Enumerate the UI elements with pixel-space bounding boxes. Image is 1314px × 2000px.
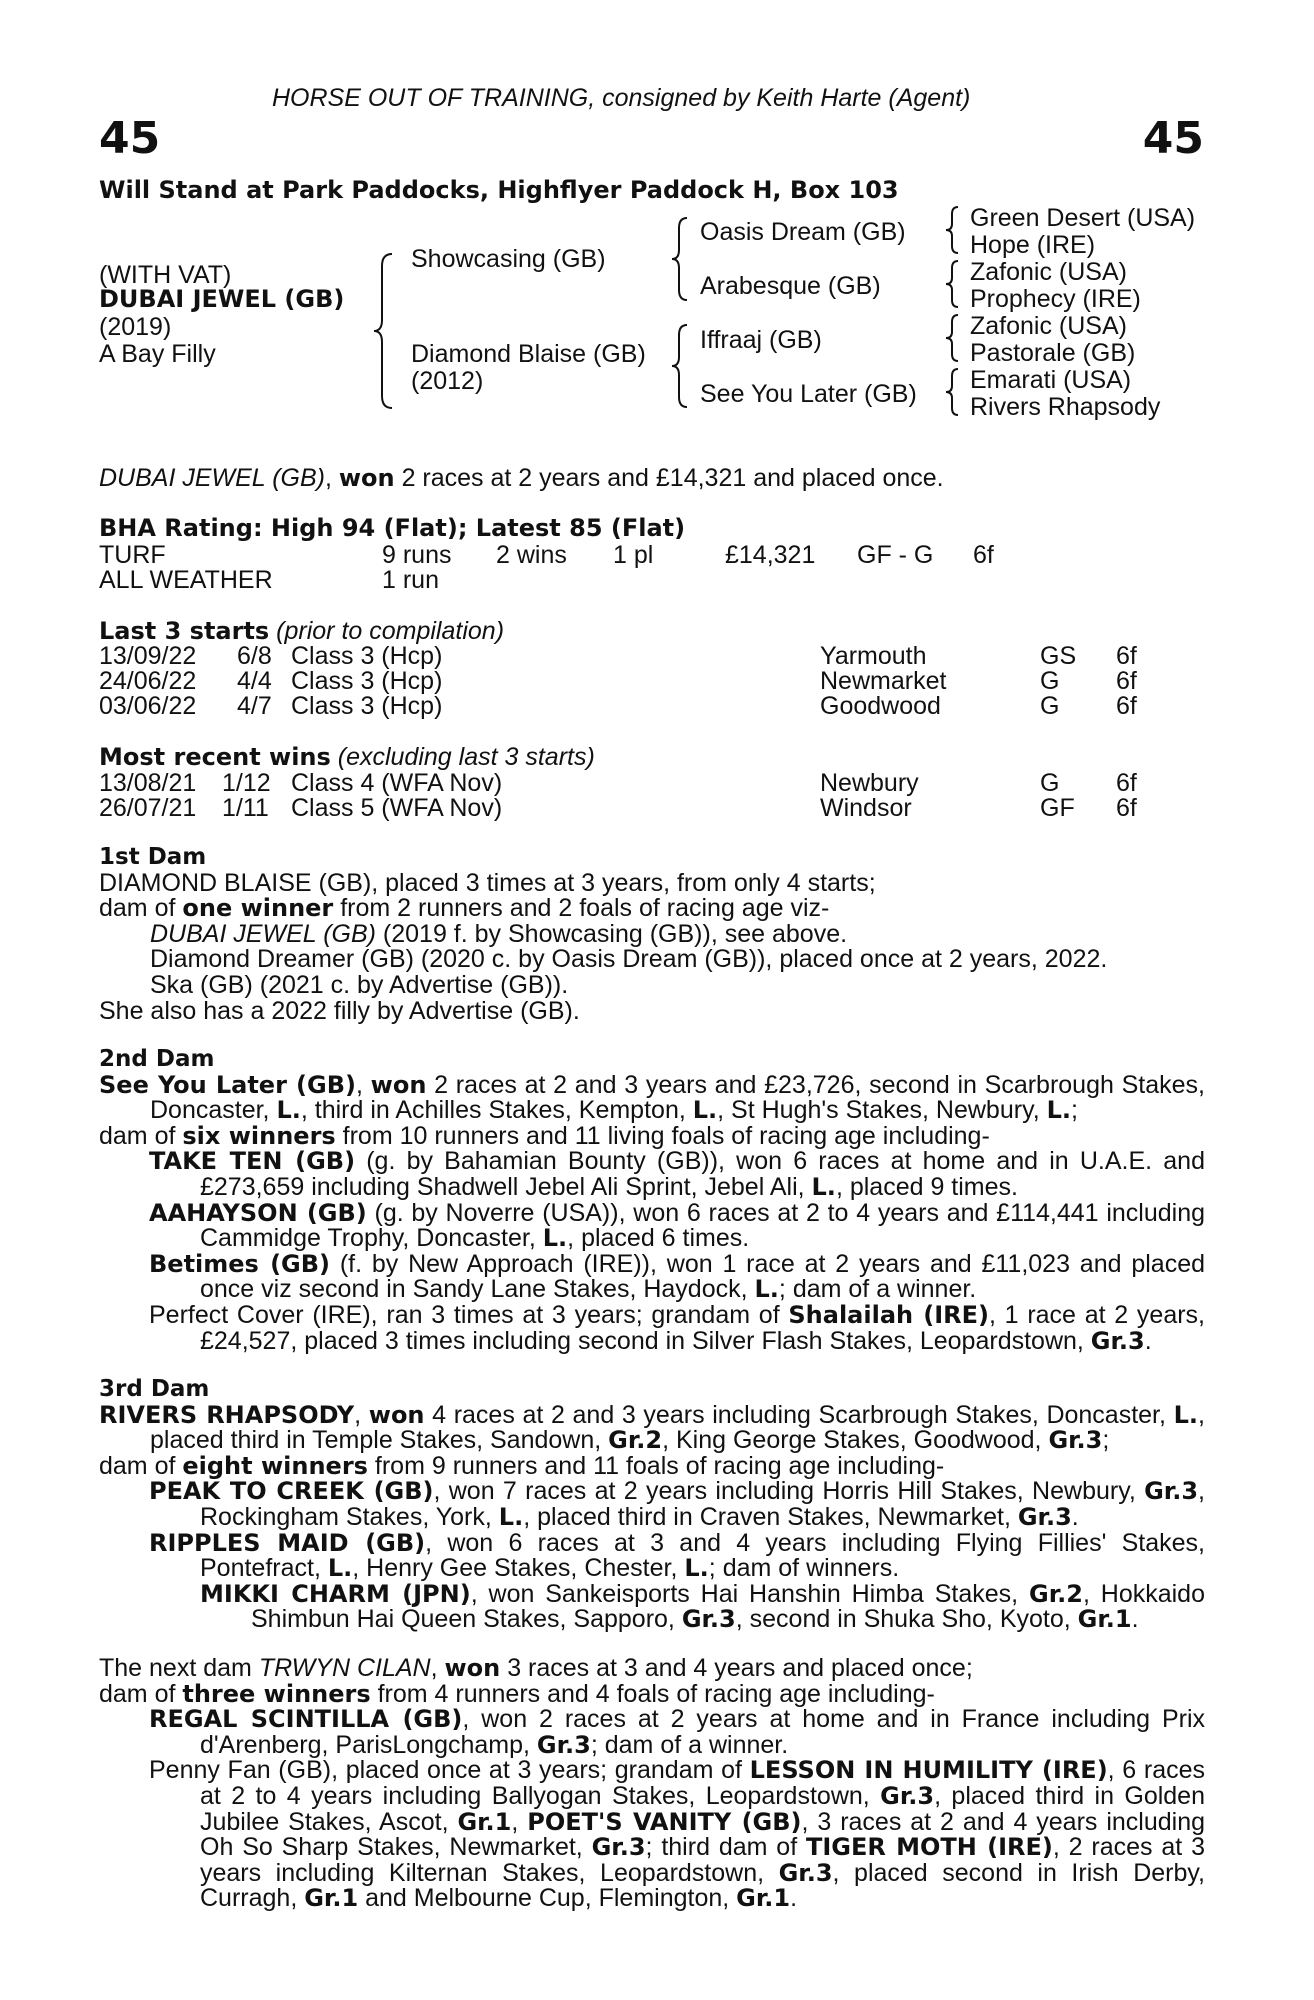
text-run: , St Hugh's Stakes, Newbury, [717, 1096, 1047, 1125]
run-date: 26/07/21 [99, 794, 197, 822]
group-marker: Gr.3 [1017, 1502, 1072, 1531]
also-note: She also has a 2022 filly by Advertise (GB). [99, 996, 580, 1025]
horse-year: (2019) [99, 313, 172, 341]
text-run: 2 races at 2 and 3 years and £23,726, second in Scarbrough Stakes, Doncaster, [150, 1070, 1205, 1125]
run-distance: 6f [1116, 769, 1137, 797]
text-run: , placed third in Temple Stakes, Sandown, [150, 1400, 1205, 1455]
great-grandparent: Rivers Rhapsody [970, 393, 1161, 421]
sire-name: Showcasing (GB) [411, 245, 606, 273]
text-run: ; [1102, 1426, 1110, 1455]
text-run: , King George Stakes, Goodwood, [662, 1426, 1049, 1455]
produce-name: REGAL SCINTILLA (GB) [149, 1705, 463, 1734]
produce-name: AAHAYSON (GB) [149, 1198, 367, 1227]
text-run: . [1071, 1502, 1079, 1531]
sire-dam: Arabesque (GB) [700, 272, 881, 300]
text-run: ; [1071, 1096, 1078, 1125]
winners-count: three winners [182, 1679, 371, 1708]
produce-name: MIKKI CHARM (JPN) [200, 1579, 471, 1608]
dam-name: TRWYN CILAN [258, 1654, 431, 1682]
text-run: (g. by Bahamian Bounty (GB)), won 6 races at home and in U.A.E. and £273,659 including Shadwell Jebel Ali Sprint, Jebel Ali, [200, 1147, 1205, 1201]
run-date: 03/06/22 [99, 692, 197, 720]
produce-name: PEAK TO CREEK (GB) [149, 1477, 434, 1506]
produce-entry [99, 1149, 1205, 1200]
horse-name: DUBAI JEWEL (GB) [99, 285, 345, 313]
group-marker: Gr.3 [1144, 1477, 1199, 1506]
text-run: 3 races at 3 and 4 years and placed once; [500, 1654, 973, 1682]
run-position: 1/12 [222, 769, 271, 797]
text-run: , [354, 1400, 369, 1429]
run-class: Class 5 (WFA Nov) [291, 794, 503, 822]
text-run: from 10 runners and 11 living foals of racing age including- [335, 1121, 990, 1150]
winners-count: eight winners [182, 1451, 368, 1480]
brace-sire-parents [670, 216, 690, 302]
bha-rating: BHA Rating: High 94 (Flat); Latest 85 (Flat) [99, 514, 686, 542]
run-distance: 6f [1116, 692, 1137, 720]
text-run: dam of [99, 1451, 183, 1480]
run-course: Newmarket [820, 667, 947, 695]
text-run: , second in Shuka Sho, Kyoto, [735, 1605, 1078, 1634]
dam-name: See You Later (GB) [99, 1070, 356, 1099]
run-going: GS [1040, 642, 1077, 670]
produce-name: DUBAI JEWEL (GB) [150, 919, 376, 948]
dam-paragraph [99, 1070, 1205, 1125]
run-class: Class 4 (WFA Nov) [291, 769, 503, 797]
turf-prize: £14,321 [725, 541, 816, 569]
text-run: 4 races at 2 and 3 years including Scarbrough Stakes, Doncaster, [424, 1400, 1174, 1429]
summary-rest: 2 races at 2 years and £14,321 and placed once. [401, 464, 944, 492]
produce-entry [99, 919, 1205, 948]
run-course: Yarmouth [820, 642, 927, 670]
run-course: Goodwood [820, 692, 941, 720]
won-label: won [444, 1654, 501, 1682]
dam-name: Diamond Blaise (GB) [411, 340, 646, 368]
text-run: ; third dam of [645, 1833, 806, 1862]
aw-label: ALL WEATHER [99, 566, 273, 594]
recent-heading [99, 743, 595, 772]
group-marker: Gr.1 [1077, 1605, 1132, 1634]
brace-g3 [944, 313, 960, 363]
produce-entry [99, 1758, 1205, 1912]
group-marker: Gr.2 [1029, 1579, 1083, 1608]
won-label: won [370, 1070, 427, 1099]
turf-runs: 9 runs [382, 541, 452, 569]
group-marker: Gr.1 [736, 1884, 791, 1913]
produce-entry [99, 1479, 1205, 1530]
run-going: G [1040, 692, 1060, 720]
text-run: Penny Fan (GB), placed once at 3 years; grandam of [149, 1756, 750, 1785]
text-run: , Rockingham Stakes, York, [200, 1477, 1205, 1531]
summary-comma: , [324, 464, 332, 492]
winners-count: one winner [182, 894, 334, 923]
text-run: , 1 race at 2 years, £24,527, placed 3 times including second in Silver Flash Stakes, Leopardstown, [200, 1300, 1205, 1355]
dam-produce-line [99, 1121, 1205, 1150]
dam-paragraph [99, 1400, 1205, 1455]
text-run: , third in Achilles Stakes, Kempton, [300, 1096, 693, 1125]
stand-location: Will Stand at Park Paddocks, Highflyer Paddock H, Box 103 [99, 176, 899, 204]
produce-name: Betimes (GB) [149, 1249, 330, 1278]
summary-won: won [338, 464, 395, 492]
run-date: 13/08/21 [99, 769, 197, 797]
turf-label: TURF [99, 541, 166, 569]
aw-runs: 1 run [382, 566, 439, 594]
dam-sire: Iffraaj (GB) [700, 326, 822, 354]
recent-note: (excluding last 3 starts) [337, 743, 595, 771]
first-dam-section [99, 845, 1205, 1024]
produce-name: TIGER MOTH (IRE) [806, 1833, 1053, 1862]
text-run: , placed 9 times. [835, 1172, 1018, 1201]
produce-name: LESSON IN HUMILITY (IRE) [749, 1756, 1108, 1785]
run-date: 13/09/22 [99, 642, 197, 670]
listed-marker: L. [692, 1096, 718, 1125]
group-marker: Gr.3 [880, 1781, 935, 1810]
vat-note: (WITH VAT) [99, 261, 232, 289]
text-run: , placed third in Golden Jubilee Stakes, Ascot, [200, 1781, 1205, 1836]
group-marker: Gr.3 [591, 1833, 646, 1862]
brace-sire-dam [372, 252, 394, 410]
text-run: The next dam [99, 1654, 259, 1682]
run-position: 4/4 [237, 667, 272, 695]
last3-note: (prior to compilation) [276, 617, 505, 645]
consignor-line: HORSE OUT OF TRAINING, consigned by Keith Harte (Agent) [272, 84, 971, 112]
produce-entry [99, 1707, 1205, 1758]
turf-going: GF - G [857, 541, 934, 569]
dam-paragraph [99, 1656, 1205, 1682]
text-run: and Melbourne Cup, Flemington, [358, 1884, 737, 1913]
produce-entry [99, 1249, 1205, 1304]
run-course: Windsor [820, 794, 912, 822]
run-class: Class 3 (Hcp) [291, 667, 443, 695]
lot-number-right: 45 [1142, 113, 1204, 164]
section-heading: 3rd Dam [99, 1376, 210, 1402]
text-run: , 2 races at 3 years including Kilternan Stakes, Leopardstown, [200, 1833, 1205, 1887]
text-run: , won Sankeisports Hai Hanshin Himba Stakes, [470, 1579, 1029, 1608]
text-run: (f. by New Approach (IRE)), won 1 race at 2 years and £11,023 and placed once viz second in Sandy Lane Stakes, Haydock, [200, 1249, 1205, 1304]
text-run: , placed 6 times. [567, 1224, 750, 1253]
great-grandparent: Prophecy (IRE) [970, 285, 1141, 313]
listed-marker: L. [1173, 1400, 1199, 1429]
winners-count: six winners [182, 1121, 336, 1150]
turf-distance: 6f [973, 541, 994, 569]
text-run: , 3 races at 2 and 4 years including Oh So Sharp Stakes, Newmarket, [200, 1807, 1205, 1862]
text-run: dam of [99, 894, 183, 923]
group-marker: Gr.3 [536, 1730, 591, 1759]
horse-description: A Bay Filly [99, 340, 216, 368]
run-distance: 6f [1116, 642, 1137, 670]
produce-entry: Diamond Dreamer (GB) (2020 c. by Oasis Dream (GB)), placed once at 2 years, 2022. [150, 945, 1108, 974]
lot-number-left: 45 [99, 113, 161, 164]
text-run: , Hokkaido Shimbun Hai Queen Stakes, Sapporo, [251, 1579, 1205, 1634]
text-run: from 4 runners and 4 foals of racing age including- [370, 1679, 935, 1708]
group-marker: Gr.2 [608, 1426, 663, 1455]
listed-marker: L. [811, 1172, 836, 1201]
text-run: , [430, 1654, 445, 1682]
great-grandparent: Zafonic (USA) [970, 258, 1127, 286]
produce-entry [99, 1300, 1205, 1355]
turf-placed: 1 pl [613, 541, 654, 569]
run-course: Newbury [820, 769, 919, 797]
run-distance: 6f [1116, 667, 1137, 695]
produce-name: POET'S VANITY (GB) [527, 1807, 802, 1836]
summary-name: DUBAI JEWEL (GB) [99, 464, 325, 492]
group-marker: Gr.1 [304, 1884, 359, 1913]
grandchild-entry [99, 1579, 1205, 1634]
text-run: , [511, 1807, 528, 1836]
section-heading: 2nd Dam [99, 1046, 215, 1072]
last3-title: Last 3 starts [99, 617, 270, 645]
third-dam-section [99, 1377, 1205, 1633]
run-position: 1/11 [222, 794, 269, 822]
text-run: Perfect Cover (IRE), ran 3 times at 3 years; grandam of [149, 1300, 789, 1329]
group-marker: Gr.1 [457, 1807, 512, 1836]
produce-entry [99, 1528, 1205, 1583]
brace-dam-parents [670, 323, 690, 409]
brace-g1 [944, 205, 960, 255]
listed-marker: L. [542, 1224, 568, 1253]
text-run: , 6 races at 2 to 4 years including Ballyogan Stakes, Leopardstown, [200, 1756, 1205, 1810]
text-run: ; dam of a winner. [778, 1275, 977, 1304]
produce-name: TAKE TEN (GB) [149, 1147, 356, 1176]
great-grandparent: Green Desert (USA) [970, 204, 1196, 232]
next-dam-section [99, 1656, 1205, 1912]
second-dam-section [99, 1047, 1205, 1354]
text-run: , placed third in Craven Stakes, Newmarket, [523, 1502, 1018, 1531]
text-run: dam of [99, 1679, 183, 1708]
text-run: , won 6 races at 3 and 4 years including Flying Fillies' Stakes, Pontefract, [200, 1528, 1205, 1583]
run-going: G [1040, 667, 1060, 695]
run-position: 6/8 [237, 642, 272, 670]
run-distance: 6f [1116, 794, 1137, 822]
text-run: . [1131, 1605, 1139, 1634]
great-grandparent: Emarati (USA) [970, 366, 1132, 394]
run-going: G [1040, 769, 1060, 797]
text-run: from 9 runners and 11 foals of racing age including- [367, 1451, 945, 1480]
dam-year: (2012) [411, 367, 484, 395]
run-position: 4/7 [237, 692, 272, 720]
dam-produce-line [99, 1679, 1205, 1708]
produce-entry [99, 1198, 1205, 1253]
group-marker: Gr.3 [1090, 1326, 1145, 1355]
listed-marker: L. [327, 1554, 353, 1583]
listed-marker: L. [276, 1096, 301, 1125]
won-label: won [368, 1400, 425, 1429]
run-class: Class 3 (Hcp) [291, 692, 443, 720]
run-date: 24/06/22 [99, 667, 197, 695]
brace-g4 [944, 367, 960, 417]
group-marker: Gr.3 [681, 1605, 736, 1634]
great-grandparent: Pastorale (GB) [970, 339, 1136, 367]
listed-marker: L. [1046, 1096, 1072, 1125]
group-marker: Gr.3 [1048, 1426, 1103, 1455]
dam-dam: See You Later (GB) [700, 380, 917, 408]
listed-marker: L. [498, 1502, 524, 1531]
dam-produce-line [99, 1451, 1205, 1480]
run-going: GF [1040, 794, 1075, 822]
text-run: . [1144, 1326, 1152, 1355]
text-run: ; dam of winners. [708, 1554, 900, 1583]
great-grandparent: Hope (IRE) [970, 231, 1096, 259]
text-run: , [355, 1070, 371, 1099]
dam-name: RIVERS RHAPSODY [99, 1400, 355, 1429]
listed-marker: L. [754, 1275, 779, 1304]
text-run: , placed second in Irish Derby, Curragh, [200, 1858, 1205, 1913]
section-heading: 1st Dam [99, 844, 207, 870]
great-grandparent: Zafonic (USA) [970, 312, 1127, 340]
dam-line: DIAMOND BLAISE (GB), placed 3 times at 3 years, from only 4 starts; [99, 868, 876, 897]
produce-name: Shalailah (IRE) [788, 1300, 989, 1329]
produce-entry: Ska (GB) (2021 c. by Advertise (GB)). [150, 970, 569, 999]
listed-marker: L. [684, 1554, 709, 1583]
text-run: from 2 runners and 2 foals of racing age viz- [333, 894, 830, 923]
text-run: , Henry Gee Stakes, Chester, [352, 1554, 685, 1583]
text-run: , won 7 races at 2 years including Horris Hill Stakes, Newbury, [433, 1477, 1145, 1506]
text-run: dam of [99, 1121, 183, 1150]
text-run: , won 2 races at 2 years at home and in France including Prix d'Arenberg, ParisLongchamp, [200, 1705, 1206, 1759]
text-run: ; dam of a winner. [590, 1730, 789, 1759]
text-run: (2019 f. by Showcasing (GB)), see above. [375, 919, 848, 948]
sire-sire: Oasis Dream (GB) [700, 218, 906, 246]
text-run: . [790, 1884, 798, 1913]
produce-name: RIPPLES MAID (GB) [149, 1528, 426, 1557]
summary-line [99, 464, 944, 493]
dam-produce-line [99, 896, 1205, 922]
brace-g2 [944, 259, 960, 309]
recent-title: Most recent wins [99, 743, 331, 771]
run-class: Class 3 (Hcp) [291, 642, 443, 670]
turf-wins: 2 wins [496, 541, 567, 569]
group-marker: Gr.3 [778, 1858, 833, 1887]
text-run: (g. by Noverre (USA)), won 6 races at 2 to 4 years and £114,441 including Cammidge Trophy, Doncaster, [200, 1198, 1205, 1253]
